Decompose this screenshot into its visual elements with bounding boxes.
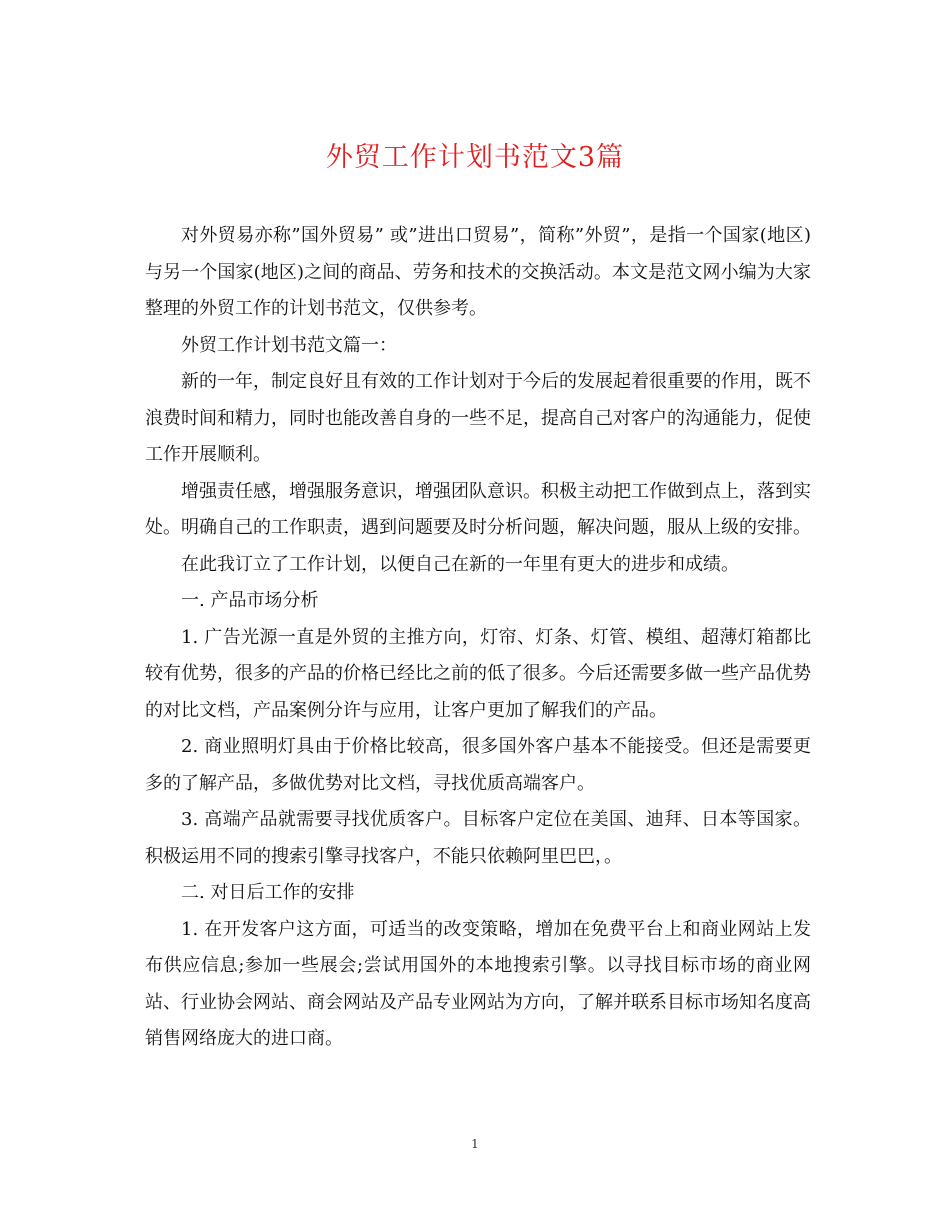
section-heading-market-analysis: 一. 产品市场分析 <box>181 590 319 611</box>
document-title: 外贸工作计划书范文3篇 <box>325 142 625 173</box>
list-item: 3. 高端产品就需要寻找优质客户。目标客户定位在美国、迪拜、日本等国家。积极运用不同的搜索引擎寻找客户，不能只依赖阿里巴巴，。 <box>145 809 811 867</box>
list-item: 2. 商业照明灯具由于价格比较高，很多国外客户基本不能接受。但还是需要更多的了解产品，多做优势对比文档，寻找优质高端客户。 <box>145 736 811 794</box>
paragraph-intro: 对外贸易亦称”国外贸易” 或”进出口贸易”，简称”外贸”，是指一个国家(地区)与另一个国家(地区)之间的商品、劳务和技术的交换活动。本文是范文网小编为大家整理的外贸工作的计划书范文，仅供参考。 <box>145 225 811 319</box>
list-item: 1. 在开发客户这方面，可适当的改变策略，增加在免费平台上和商业网站上发布供应信息;参加一些展会;尝试用国外的本地搜索引擎。以寻找目标市场的商业网站、行业协会网站、商会网站及产品专业网站为方向，了解并联系目标市场知名度高销售网络庞大的进口商。 <box>145 918 811 1049</box>
document-body <box>145 218 811 1058</box>
list-item: 1. 广告光源一直是外贸的主推方向，灯帘、灯条、灯管、模组、超薄灯箱都比较有优势，很多的产品的价格已经比之前的低了很多。今后还需要多做一些产品优势的对比文档，产品案例分许与应用，让客户更加了解我们的产品。 <box>145 626 811 721</box>
section-heading-part-one: 外贸工作计划书范文篇一： <box>181 334 397 356</box>
section-heading-work-arrangement: 二. 对日后工作的安排 <box>181 882 355 903</box>
paragraph: 增强责任感，增强服务意识，增强团队意识。积极主动把工作做到点上，落到实处。明确自己的工作职责，遇到问题要及时分析问题，解决问题，服从上级的安排。 <box>145 480 811 538</box>
paragraph: 在此我订立了工作计划，以便自己在新的一年里有更大的进步和成绩。 <box>181 553 739 575</box>
paragraph: 新的一年，制定良好且有效的工作计划对于今后的发展起着很重要的作用，既不浪费时间和精力，同时也能改善自身的一些不足，提高自己对客户的沟通能力，促使工作开展顺利。 <box>145 371 811 465</box>
page-number: 1 <box>471 1137 479 1151</box>
